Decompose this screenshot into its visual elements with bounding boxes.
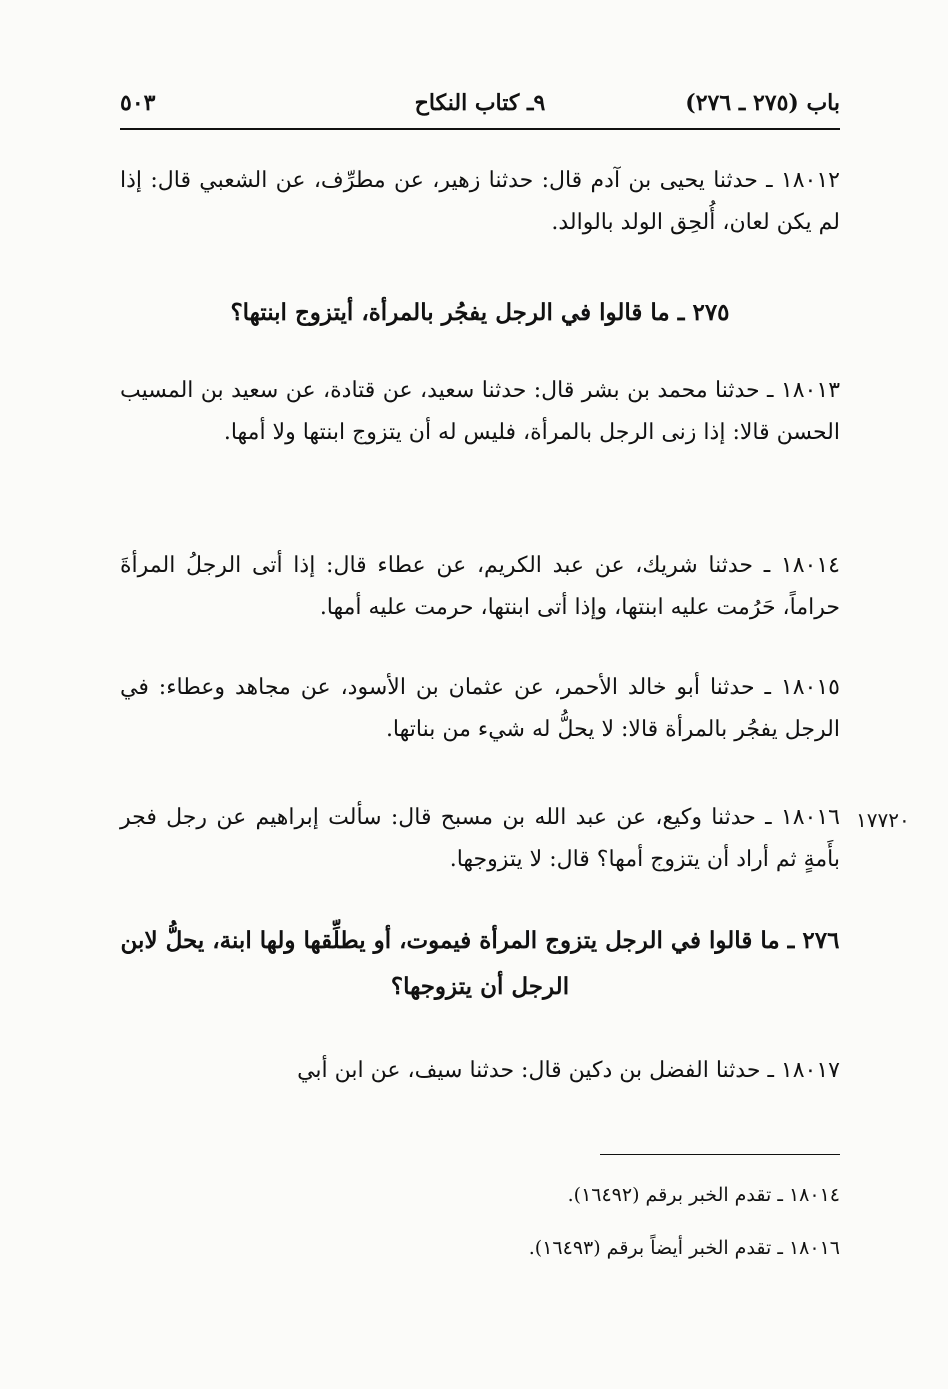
footnote-rule — [600, 1154, 840, 1155]
hadith-number: ١٨٠١٤ — [780, 553, 840, 578]
hadith-18015 — [120, 667, 840, 751]
header-rule — [120, 128, 840, 130]
hadith-text: ـ حدثنا أبو خالد الأحمر، عن عثمان بن الأسود، عن مجاهد وعطاء: في الرجل يفجُر بالمرأة قالا: لا يحلُّ له شيء من بناتها. — [120, 675, 840, 742]
hadith-text: ـ حدثنا الفضل بن دكين قال: حدثنا سيف، عن ابن أبي — [297, 1058, 774, 1083]
running-header — [120, 86, 840, 126]
chapter-heading-276: ٢٧٦ ـ ما قالوا في الرجل يتزوج المرأة فيموت، أو يطلِّقها ولها ابنة، يحلُّ لابن الرجل أن يتزوجها؟ — [120, 927, 840, 1000]
chapter-heading-275: ٢٧٥ ـ ما قالوا في الرجل يفجُر بالمرأة، أيتزوج ابنتها؟ — [230, 299, 730, 326]
hadith-number: ١٨٠١٦ — [780, 805, 840, 830]
hadith-text: ـ حدثنا محمد بن بشر قال: حدثنا سعيد، عن قتادة، عن سعيد بن المسيب الحسن قالا: إذا زنى الرجل بالمرأة، فليس له أن يتزوج ابنتها ولا أمها. — [120, 378, 840, 445]
footnote-1: ١٨٠١٤ ـ تقدم الخبر برقم (١٦٤٩٢). — [567, 1184, 840, 1206]
footnote-2: ١٨٠١٦ ـ تقدم الخبر أيضاً برقم (١٦٤٩٣). — [528, 1237, 840, 1259]
hadith-18016 — [120, 797, 840, 881]
hadith-18014 — [120, 545, 840, 629]
hadith-18012 — [120, 160, 840, 244]
page-number: ٥٠٣ — [120, 90, 156, 116]
hadith-text: ـ حدثنا وكيع، عن عبد الله بن مسبح قال: سألت إبراهيم عن رجل فجر بأَمةٍ ثم أراد أن يتزوج أمها؟ قال: لا يتزوجها. — [120, 805, 840, 872]
hadith-text: ـ حدثنا يحيى بن آدم قال: حدثنا زهير، عن مطرِّف، عن الشعبي قال: إذا لم يكن لعان، أُلحِق الولد بالوالد. — [120, 168, 840, 235]
hadith-number: ١٨٠١٢ — [780, 168, 840, 193]
hadith-number: ١٨٠١٥ — [780, 675, 840, 700]
margin-reference-number: ١٧٧٢٠ — [856, 808, 910, 832]
header-section-title: باب (٢٧٥ ـ ٢٧٦) — [685, 90, 840, 116]
hadith-18013 — [120, 370, 840, 454]
header-book-title: ٩ـ كتاب النكاح — [414, 90, 546, 116]
hadith-text: ـ حدثنا شريك، عن عبد الكريم، عن عطاء قال: إذا أتى الرجلُ المرأةَ حراماً، حَرُمت عليه ابنتها، وإذا أتى ابنتها، حرمت عليه أمها. — [120, 553, 840, 620]
hadith-number: ١٨٠١٣ — [780, 378, 841, 403]
hadith-18017 — [120, 1050, 840, 1092]
hadith-number: ١٨٠١٧ — [780, 1058, 840, 1083]
